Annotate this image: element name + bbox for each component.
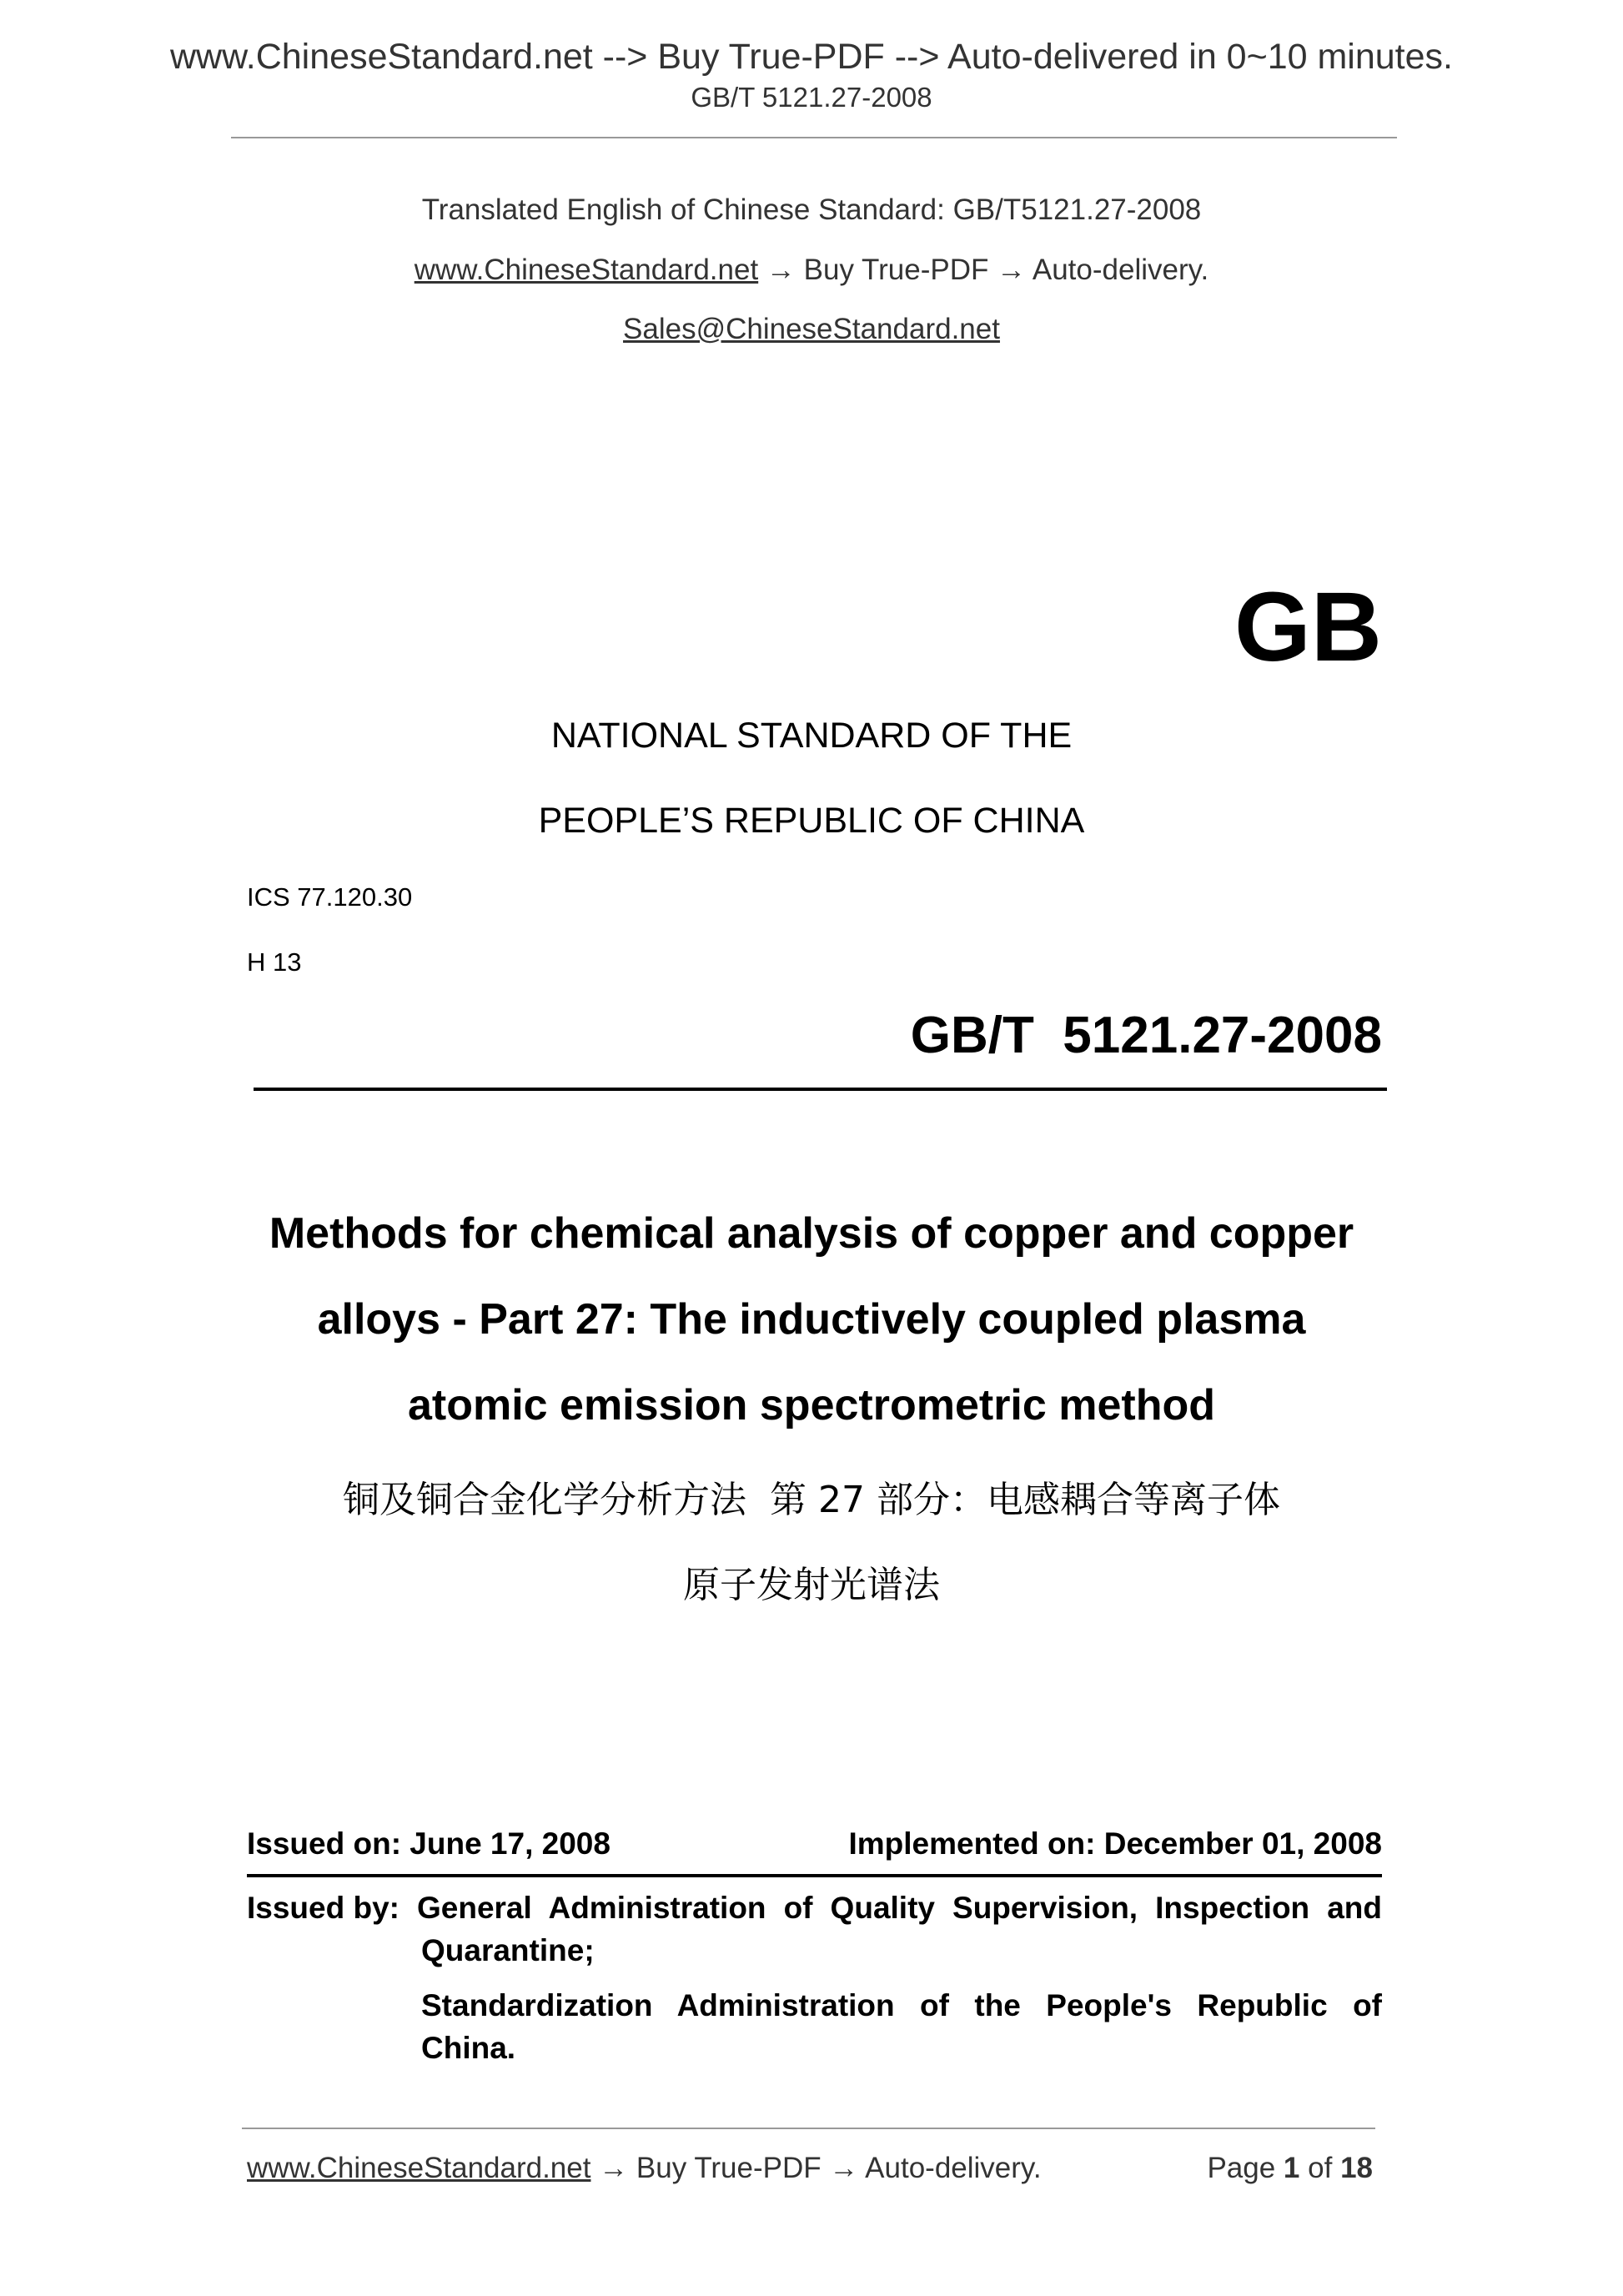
issued-by-label: Issued by: bbox=[247, 1891, 399, 1925]
standard-number: GB/T 5121.27-2008 bbox=[910, 1007, 1382, 1064]
cn-title-line1: 铜及铜合金化学分析方法 第 27 部分：电感耦合等离子体 bbox=[343, 1479, 1280, 1521]
footer-divider bbox=[242, 2128, 1375, 2129]
email-line bbox=[0, 313, 1623, 346]
issued-by-line1a: General Administration of Quality Supervision, Inspection and bbox=[417, 1891, 1382, 1925]
page-indicator bbox=[1207, 2152, 1373, 2185]
standard-number-divider bbox=[254, 1088, 1387, 1091]
national-standard-line2: PEOPLE’S REPUBLIC OF CHINA bbox=[538, 801, 1085, 841]
title-line3: atomic emission spectrometric method bbox=[407, 1381, 1216, 1429]
issued-on: Issued on: June 17, 2008 bbox=[247, 1826, 611, 1861]
footer-site-suffix: → Buy True-PDF → Auto-delivery. bbox=[590, 2152, 1042, 2184]
page-label: Page bbox=[1207, 2152, 1276, 2184]
page-total: 18 bbox=[1340, 2152, 1373, 2184]
footer-site-line bbox=[247, 2152, 1042, 2185]
header-code: GB/T 5121.27-2008 bbox=[691, 82, 932, 113]
title-line2: alloys - Part 27: The inductively coupled plasma bbox=[317, 1295, 1306, 1344]
site-line-suffix: → Buy True-PDF → Auto-delivery. bbox=[758, 254, 1209, 286]
gb-mark: GB bbox=[1234, 572, 1382, 682]
cn-title-line2: 原子发射光谱法 bbox=[683, 1564, 940, 1606]
title-line1: Methods for chemical analysis of copper and copper bbox=[269, 1209, 1354, 1258]
of-label: of bbox=[1308, 2152, 1333, 2184]
page-number: 1 bbox=[1283, 2152, 1300, 2184]
dates-divider bbox=[247, 1874, 1382, 1877]
h-code: H 13 bbox=[247, 947, 302, 977]
implemented-on: Implemented on: December 01, 2008 bbox=[848, 1826, 1382, 1861]
translated-line: Translated English of Chinese Standard: GB/T5121.27-2008 bbox=[421, 193, 1202, 226]
issued-by-line2b: China. bbox=[421, 2031, 516, 2065]
issued-by-line1b: Quarantine; bbox=[421, 1933, 595, 1967]
national-standard-line1: NATIONAL STANDARD OF THE bbox=[550, 716, 1073, 756]
header-divider bbox=[231, 137, 1397, 138]
footer-site-link[interactable]: www.ChineseStandard.net bbox=[247, 2152, 591, 2184]
email-link[interactable]: Sales@ChineseStandard.net bbox=[623, 313, 1000, 345]
issued-by-line2a: Standardization Administration of the People's Republic of bbox=[421, 1988, 1382, 2022]
ics-code: ICS 77.120.30 bbox=[247, 882, 413, 912]
site-line bbox=[0, 254, 1623, 287]
site-link[interactable]: www.ChineseStandard.net bbox=[414, 254, 759, 286]
header-banner: www.ChineseStandard.net --> Buy True-PDF --> Auto-delivered in 0~10 minutes. bbox=[169, 37, 1453, 77]
